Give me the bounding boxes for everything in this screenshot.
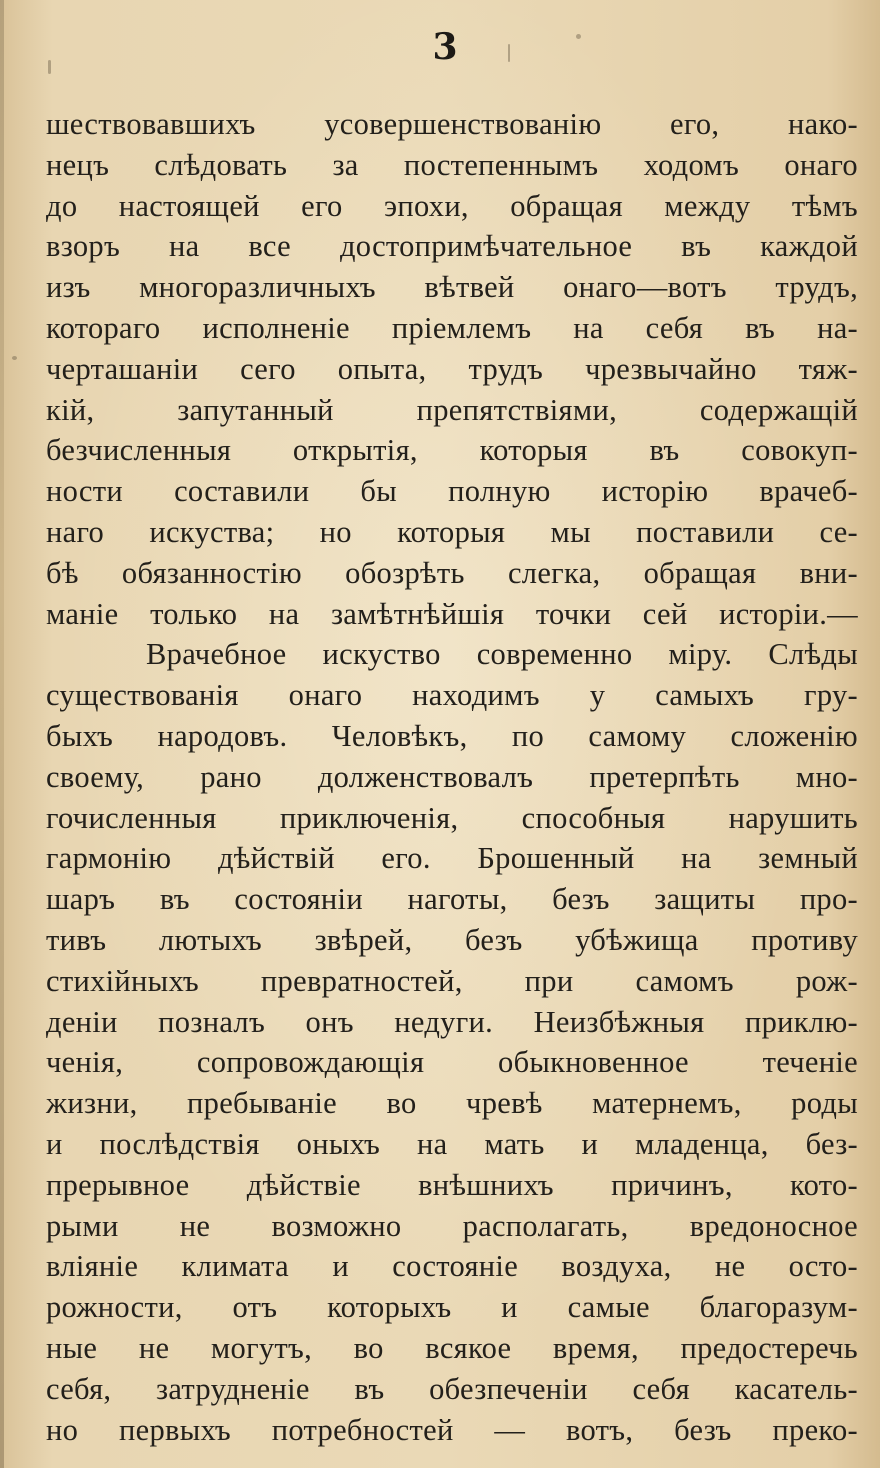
text-line: себя, затрудненіе въ обезпеченіи себя касатель- (46, 1371, 858, 1406)
text-line: наго искуства; но которыя мы поставили се- (46, 514, 858, 549)
text-line: быхъ народовъ. Человѣкъ, по самому сложенію (46, 718, 858, 753)
paper-speck (508, 44, 510, 62)
text-line: ности составили бы полную исторію врачеб- (46, 474, 858, 509)
text-line: котораго исполненіе пріемлемъ на себя въ на- (46, 310, 858, 345)
text-line: кій, запутанный препятствіями, содержащій (46, 392, 858, 427)
text-line: прерывное дѣйствіе внѣшнихъ причинъ, кото- (46, 1167, 858, 1202)
text-line: своему, рано долженствовалъ претерпѣть мно- (46, 759, 858, 794)
page-number: 3 (432, 26, 458, 68)
text-line: тивъ лютыхъ звѣрей, безъ убѣжища противу (46, 922, 858, 957)
text-line: безчисленныя открытія, которыя въ совокуп- (46, 433, 858, 468)
text-line: жизни, пребываніе во чревѣ матернемъ, роды (46, 1086, 858, 1121)
text-line: гармонію дѣйствій его. Брошенный на земный (46, 841, 858, 876)
paragraph-start-line: Врачебное искуство современно міру. Слѣды (146, 637, 858, 672)
paper-speck (48, 60, 51, 74)
text-line: маніе только на замѣтнѣйшія точки сей исторіи.— (46, 596, 858, 631)
text-line: стихійныхъ превратностей, при самомъ рож- (46, 963, 858, 998)
text-line: вліяніе климата и состояніе воздуха, не осто- (46, 1249, 858, 1284)
text-line: гочисленныя приключенія, способныя нарушить (46, 800, 858, 835)
text-line: ченія, сопровождающія обыкновенное теченіе (46, 1045, 858, 1080)
paper-speck (576, 34, 581, 39)
text-line: ные не могутъ, во всякое время, предостеречь (46, 1330, 858, 1365)
text-line: бѣ обязанностію обозрѣть слегка, обращая вни- (46, 555, 858, 590)
text-line: но первыхъ потребностей — вотъ, безъ преко- (46, 1412, 858, 1447)
page-edge (0, 0, 4, 1468)
text-line: существованія онаго находимъ у самыхъ гру- (46, 678, 858, 713)
text-line: до настоящей его эпохи, обращая между тѣмъ (46, 188, 858, 223)
text-line: деніи позналъ онъ недуги. Неизбѣжныя приклю- (46, 1004, 858, 1039)
text-line: рожности, отъ которыхъ и самые благоразум- (46, 1290, 858, 1325)
text-line: шествовавшихъ усовершенствованію его, нако- (46, 107, 858, 141)
text-line: изъ многоразличныхъ вѣтвей онаго—вотъ трудъ, (46, 270, 858, 305)
text-line: шаръ въ состояніи наготы, безъ защиты про- (46, 882, 858, 917)
text-line: и послѣдствія оныхъ на мать и младенца, без- (46, 1126, 858, 1161)
text-line: нецъ слѣдовать за постепеннымъ ходомъ онаго (46, 147, 858, 182)
body-text (46, 104, 858, 1450)
paper-speck (12, 356, 17, 360)
text-line: взоръ на все достопримѣчательное въ каждой (46, 229, 858, 264)
text-line: рыми не возможно располагать, вредоносное (46, 1208, 858, 1243)
text-line: черташаніи сего опыта, трудъ чрезвычайно тяж- (46, 351, 858, 386)
